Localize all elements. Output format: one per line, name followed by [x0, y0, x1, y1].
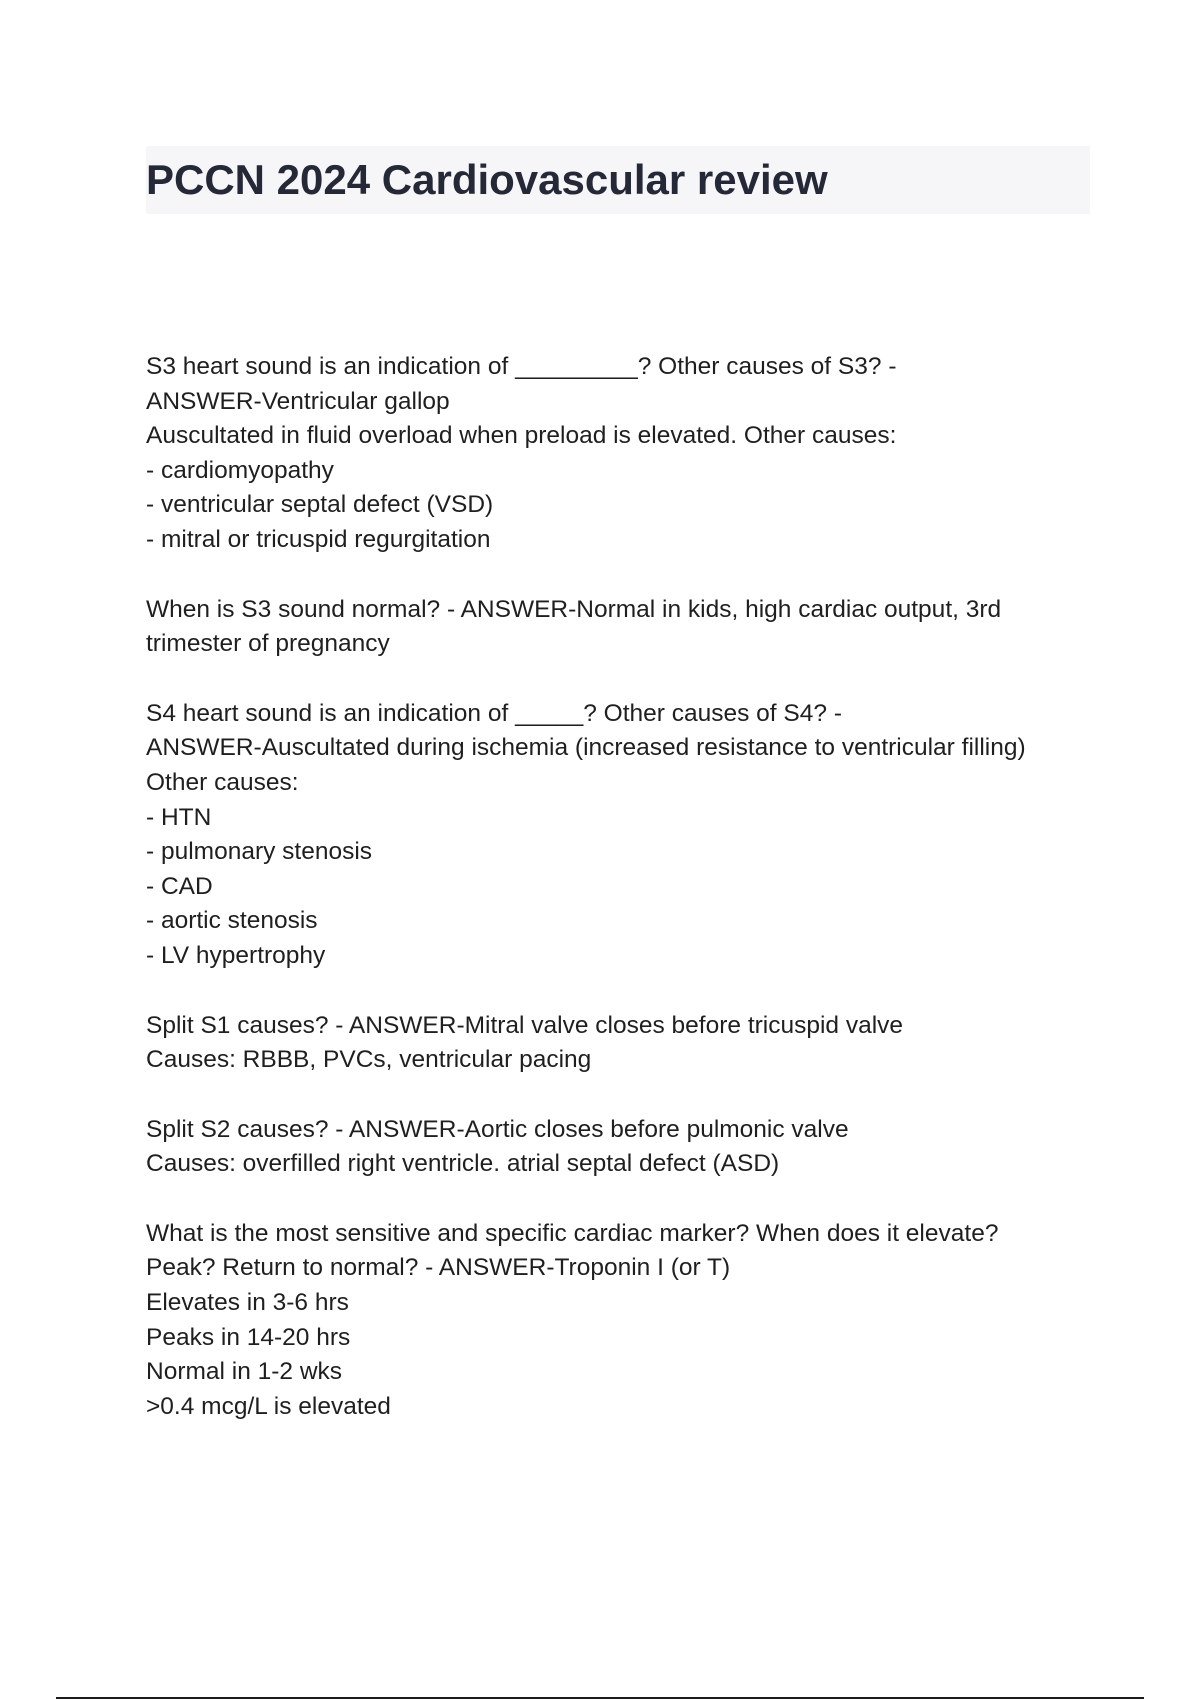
list-item: - LV hypertrophy: [146, 941, 326, 969]
qa-block-s4-indication: [146, 697, 1106, 974]
text-line: When is S3 sound normal? - ANSWER-Normal in kids, high cardiac output, 3rd: [146, 595, 1002, 623]
text-line: Peaks in 14-20 hrs: [146, 1323, 351, 1351]
footer-divider: [56, 1697, 1144, 1699]
text-line: S4 heart sound is an indication of _____? Other causes of S4? -: [146, 699, 842, 727]
document-body: [146, 350, 1106, 1459]
list-item: - pulmonary stenosis: [146, 838, 373, 866]
text-line: Causes: RBBB, PVCs, ventricular pacing: [146, 1046, 592, 1074]
page-title: PCCN 2024 Cardiovascular review: [146, 156, 828, 203]
text-line: Split S1 causes? - ANSWER-Mitral valve closes before tricuspid valve: [146, 1011, 904, 1039]
text-line: S3 heart sound is an indication of _________? Other causes of S3? -: [146, 353, 897, 380]
title-band: [146, 146, 1090, 214]
list-item: - ventricular septal defect (VSD): [146, 491, 494, 519]
qa-block-split-s2: [146, 1113, 1106, 1182]
text-line: ANSWER-Ventricular gallop: [146, 387, 450, 415]
text-line: Causes: overfilled right ventricle. atrial septal defect (ASD): [146, 1150, 780, 1178]
text-line: Other causes:: [146, 768, 299, 796]
text-line: What is the most sensitive and specific cardiac marker? When does it elevate?: [146, 1219, 999, 1247]
qa-block-cardiac-marker: [146, 1217, 1106, 1425]
qa-block-split-s1: [146, 1009, 1106, 1078]
qa-block-s3-indication: [146, 350, 1106, 558]
text-line: Normal in 1-2 wks: [146, 1358, 343, 1386]
text-line: Split S2 causes? - ANSWER-Aortic closes before pulmonic valve: [146, 1115, 849, 1143]
qa-block-s3-normal: [146, 593, 1106, 662]
text-line: Elevates in 3-6 hrs: [146, 1289, 349, 1317]
list-item: - cardiomyopathy: [146, 456, 334, 484]
text-line: Peak? Return to normal? - ANSWER-Troponin I (or T): [146, 1254, 731, 1282]
text-line: ANSWER-Auscultated during ischemia (increased resistance to ventricular filling): [146, 734, 1026, 762]
list-item: - mitral or tricuspid regurgitation: [146, 525, 491, 553]
text-line: Auscultated in fluid overload when preload is elevated. Other causes:: [146, 422, 897, 450]
list-item: - CAD: [146, 872, 213, 900]
text-line: trimester of pregnancy: [146, 630, 390, 658]
list-item: - HTN: [146, 803, 212, 831]
list-item: - aortic stenosis: [146, 907, 318, 935]
text-line: >0.4 mcg/L is elevated: [146, 1392, 391, 1420]
